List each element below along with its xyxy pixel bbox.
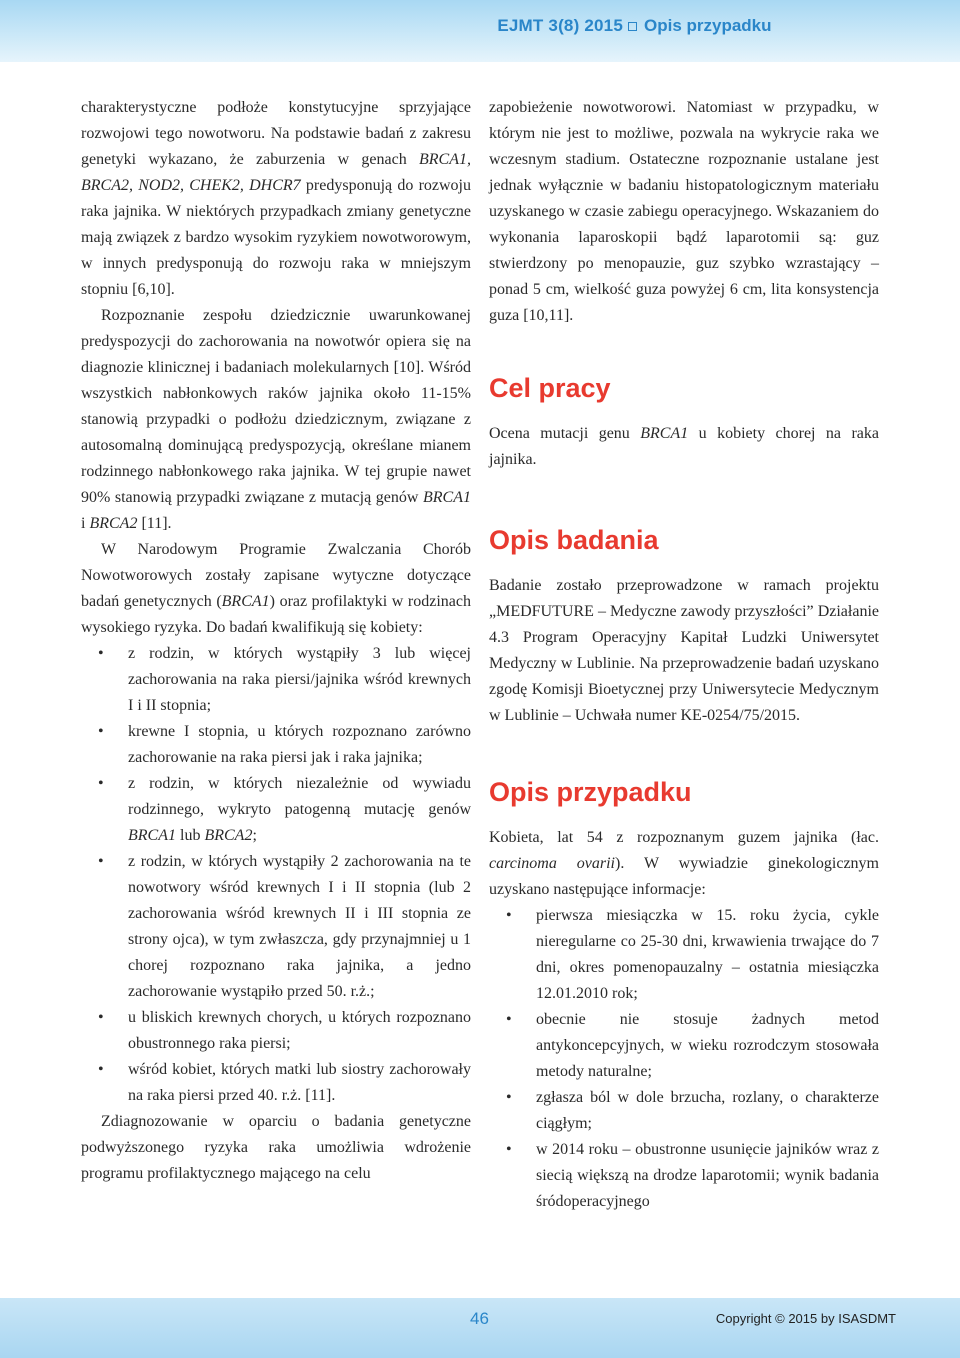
list-item: • zgłasza ból w dole brzucha, rozlany, o charakterze ciągłym; [489,1085,879,1137]
paragraph: Ocena mutacji genu BRCA1 u kobiety chorej na raka jajnika. [489,425,879,468]
section-heading-goal: Cel pracy [489,373,611,403]
list-item: • pierwsza miesiączka w 15. roku życia, cykle nieregularne co 25-30 dni, krwawienia trwające do 7 dni, okres pomenopauzalny – ostatnia miesiączka 12.01.2010 rok; [489,903,879,1007]
square-separator-icon [628,22,637,31]
section-heading-study: Opis badania [489,525,659,555]
list-item: • krewne I stopnia, u których rozpoznano zarówno zachorowanie na raka piersi jak i raka jajnika; [81,719,471,771]
paragraph: Badanie zostało przeprowadzone w ramach projektu „MEDFUTURE – Medyczne zawody przyszłości” Działanie 4.3 Program Operacyjny Kapitał Ludzki Uniwersytet Medyczny w Lublinie. Na przeprowadzenie badań uzyskano zgodę Komisji Bioetycznej przy Uniwersytecie Medycznym w Lublinie – Uchwała numer KE-0254/75/2015. [489,577,879,724]
paragraph: Kobieta, lat 54 z rozpoznanym guzem jajnika (łac. carcinoma ovarii). W wywiadzie ginekologicznym uzyskano następujące informacje: [489,829,879,898]
history-list [489,903,879,1215]
journal-title: EJMT 3(8) 2015 [497,16,623,35]
list-item: • z rodzin, w których wystąpiły 2 zachorowania na te nowotwory wśród krewnych I i II stopnia (lub 2 zachorowania wśród krewnych II i III stopnia ze strony ojca), w tym zwłaszcza, gdy przynajmniej u 1 chorej rozpoznano raka jajnika, a jedno zachorowanie wystąpiło przed 50. r.ż.; [81,849,471,1005]
page-header [0,0,960,62]
list-item: • wśród kobiet, których matki lub siostry zachorowały na raka piersi przed 40. r.ż. [11]. [81,1057,471,1109]
list-item: • w 2014 roku – obustronne usunięcie jajników wraz z siecią większą na drodze laparotomii; wynik badania śródoperacyjnego [489,1137,879,1215]
paragraph: charakterystyczne podłoże konstytucyjne sprzyjające rozwojowi tego nowotworu. Na podstawie badań z zakresu genetyki wykazano, że zaburzenia w genach BRCA1, BRCA2, NOD2, CHEK2, DHCR7 predysponują do rozwoju raka jajnika. W niektórych przypadkach zmiany genetyczne mają związek z bardzo wysokim ryzykiem nowotworowym, w innych predysponują do rozwoju raka w mniejszym stopniu [6,10]. [81,99,471,298]
list-item: • u bliskich krewnych chorych, u których rozpoznano obustronnego raka piersi; [81,1005,471,1057]
right-column [489,95,879,1215]
paragraph: Rozpoznanie zespołu dziedzicznie uwarunkowanej predyspozycji do zachorowania na nowotwór opiera się na diagnozie klinicznej i badaniach molekularnych [10]. Wśród wszystkich nabłonkowych raków jajnika około 11-15% stanowią przypadki o podłożu dziedzicznym, związane z autosomalną dominującą predyspozycją, określane mianem rodzinnego nabłonkowego raka jajnika. W tej grupie nawet 90% stanowią przypadki związane z mutacją genów BRCA1 i BRCA2 [11]. [81,307,471,532]
paragraph: Zdiagnozowanie w oparciu o badania genetyczne podwyższonego ryzyka raka umożliwia wdrożenie programu profilaktycznego mającego na celu [81,1113,471,1182]
section-heading-case: Opis przypadku [489,777,692,807]
section-name: Opis przypadku [644,16,772,35]
page-number: 46 [470,1309,489,1328]
left-column [81,95,471,1187]
list-item: • obecnie nie stosuje żadnych metod antykoncepcyjnych, w wieku rozrodczym stosowała metody naturalne; [489,1007,879,1085]
list-item: • z rodzin, w których wystąpiły 3 lub więcej zachorowania na raka piersi/jajnika wśród krewnych I i II stopnia; [81,641,471,719]
paragraph: W Narodowym Programie Zwalczania Chorób Nowotworowych zostały zapisane wytyczne dotyczące badań genetycznych (BRCA1) oraz profilaktyki w rodzinach wysokiego ryzyka. Do badań kwalifikują się kobiety: [81,541,472,636]
criteria-list [81,641,471,1109]
page-footer [0,1298,960,1358]
list-item: • z rodzin, w których niezależnie od wywiadu rodzinnego, wykryto patogenną mutację genów BRCA1 lub BRCA2; [81,771,471,849]
gene-list: BRCA1, BRCA2, NOD2, CHEK2, DHCR7 [81,151,471,194]
paragraph: zapobieżenie nowotworowi. Natomiast w przypadku, w którym nie jest to możliwe, pozwala na wykrycie raka we wczesnym stadium. Ostateczne rozpoznanie ustalane jest jednak wyłącznie w badaniu histopatologicznym materiału uzyskanego w czasie zabiegu operacyjnego. Wskazaniem do wykonania laparoskopii bądź laparotomii są: guz stwierdzony po menopauzie, guz szybko wzrastający – ponad 5 cm, wielkość guza powyżej 6 cm, lita konsystencja guza [10,11]. [489,99,879,324]
copyright-notice: Copyright © 2015 by ISASDMT [715,1311,896,1326]
